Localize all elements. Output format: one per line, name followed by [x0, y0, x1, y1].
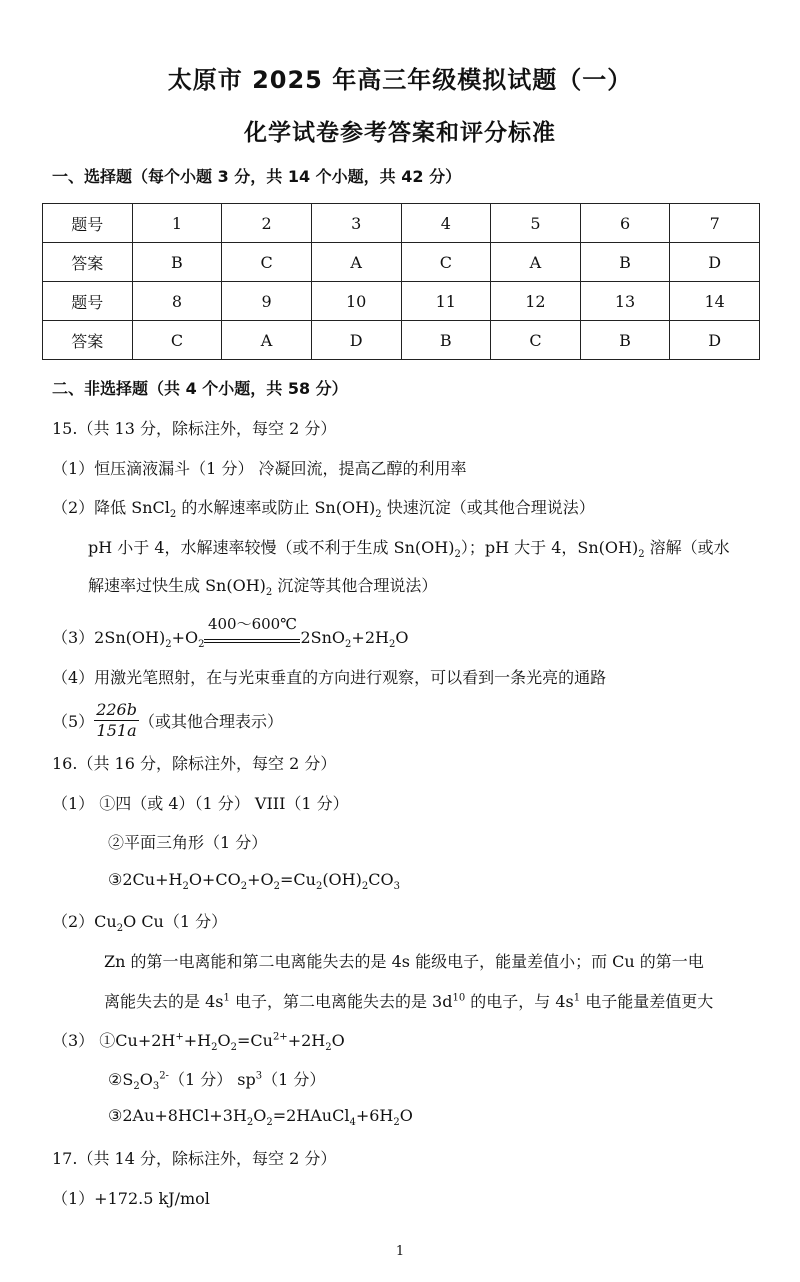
q15-part1: （1）恒压滴液漏斗（1 分） 冷凝回流，提高乙醇的利用率: [52, 459, 467, 478]
q15-part5: （5） $\frac{226b}{151a}$ （或其他合理表示）: [52, 700, 283, 740]
table-cell: 答案: [43, 243, 133, 282]
table-row: [43, 204, 760, 243]
q15-part3-equation: $(3)2Sn(OH)_2+O_2$ 400～600℃ $2SnO_2+2H_2O$: [52, 615, 409, 651]
table-cell: 题号: [43, 282, 133, 321]
table-cell: 5: [491, 204, 581, 243]
table-cell: C: [401, 243, 491, 282]
q16-part3-3: $③2Au+8HCl+3H_2O_2=2HAuCl_4+6H_2O$: [108, 1106, 413, 1129]
q16-header: 16.（共 16 分，除标注外，每空 2 分）: [52, 754, 337, 773]
q16-part1-2: ②平面三角形（1 分）: [108, 833, 268, 852]
table-cell: D: [670, 321, 760, 360]
table-cell: C: [132, 321, 222, 360]
q16-part3-1: （3） $①Cu+2H^++H_2O_2=Cu^{2+}+2H_2O$: [52, 1031, 345, 1054]
table-cell: 7: [670, 204, 760, 243]
q15-part2-line1: （2）降低 SnCl$_2$ 的水解速率或防止 $Sn(OH)_2$ 快速沉淀（或其他合理说法）: [52, 498, 595, 521]
table-cell: 答案: [43, 321, 133, 360]
table-row: [43, 282, 760, 321]
fraction: $\frac{226b}{151a}$: [96, 700, 137, 740]
table-cell: 11: [401, 282, 491, 321]
table-cell: C: [222, 243, 312, 282]
q16-part1-3: $③2Cu+H_2O+CO_2+O_2=Cu_2(OH)_2CO_3$: [108, 870, 400, 893]
table-cell: 12: [491, 282, 581, 321]
q16-part2-explain-2: 离能失去的是 $4s^1$ 电子，第二电离能失去的是 $3d^{10}$ 的电子，与 $4s^1$ 电子能量差值更大: [104, 992, 714, 1011]
page-number: 1: [395, 1244, 405, 1259]
q15-part4: （4）用激光笔照射，在与光束垂直的方向进行观察，可以看到一条光亮的通路: [52, 668, 607, 687]
table-cell: 8: [132, 282, 222, 321]
table-row: [43, 243, 760, 282]
section-heading-choice: 一、选择题（每个小题 3 分，共 14 个小题，共 42 分）: [52, 167, 462, 186]
page-subtitle: 化学试卷参考答案和评分标准: [244, 120, 556, 146]
section-heading-nonchoice: 二、非选择题（共 4 个小题，共 58 分）: [52, 379, 348, 398]
table-cell: 14: [670, 282, 760, 321]
table-cell: B: [401, 321, 491, 360]
q15-part2-line3: 解速率过快生成 $Sn(OH)_2$ 沉淀等其他合理说法）: [88, 576, 438, 599]
table-cell: 题号: [43, 204, 133, 243]
table-cell: 3: [311, 204, 401, 243]
q17-part1: （1）+172.5 kJ/mol: [52, 1189, 210, 1208]
table-cell: A: [491, 243, 581, 282]
q15-header: 15.（共 13 分，除标注外，每空 2 分）: [52, 419, 337, 438]
table-cell: 10: [311, 282, 401, 321]
table-cell: B: [132, 243, 222, 282]
table-cell: D: [311, 321, 401, 360]
table-cell: C: [491, 321, 581, 360]
table-row: [43, 321, 760, 360]
table-cell: 13: [580, 282, 670, 321]
q16-part1-1: （1） ①四（或 4）（1 分） VIII（1 分）: [52, 794, 349, 813]
q16-part2-explain-1: Zn 的第一电离能和第二电离能失去的是 4s 能级电子，能量差值小；而 Cu 的第一电: [104, 952, 704, 971]
q16-part3-2: $②S_2O_3^{2-}(1$ 分） $sp^3(1$ 分）: [108, 1070, 326, 1093]
reaction-condition: 400～600℃: [204, 633, 300, 643]
table-cell: 9: [222, 282, 312, 321]
q15-part2-line2: pH 小于 4，水解速率较慢（或不利于生成 $Sn(OH)_2$）；pH 大于 4，$Sn(OH)_2$ 溶解（或水: [88, 538, 730, 561]
table-cell: A: [311, 243, 401, 282]
table-cell: 2: [222, 204, 312, 243]
table-cell: 4: [401, 204, 491, 243]
table-cell: B: [580, 321, 670, 360]
table-cell: B: [580, 243, 670, 282]
page-title: 太原市 2025 年高三年级模拟试题（一）: [167, 66, 633, 94]
table-cell: 1: [132, 204, 222, 243]
table-cell: D: [670, 243, 760, 282]
q17-header: 17.（共 14 分，除标注外，每空 2 分）: [52, 1149, 337, 1168]
table-cell: 6: [580, 204, 670, 243]
answer-table: [42, 203, 760, 360]
q16-part2: $(2)Cu_2O$ Cu（1 分）: [52, 912, 228, 935]
table-cell: A: [222, 321, 312, 360]
